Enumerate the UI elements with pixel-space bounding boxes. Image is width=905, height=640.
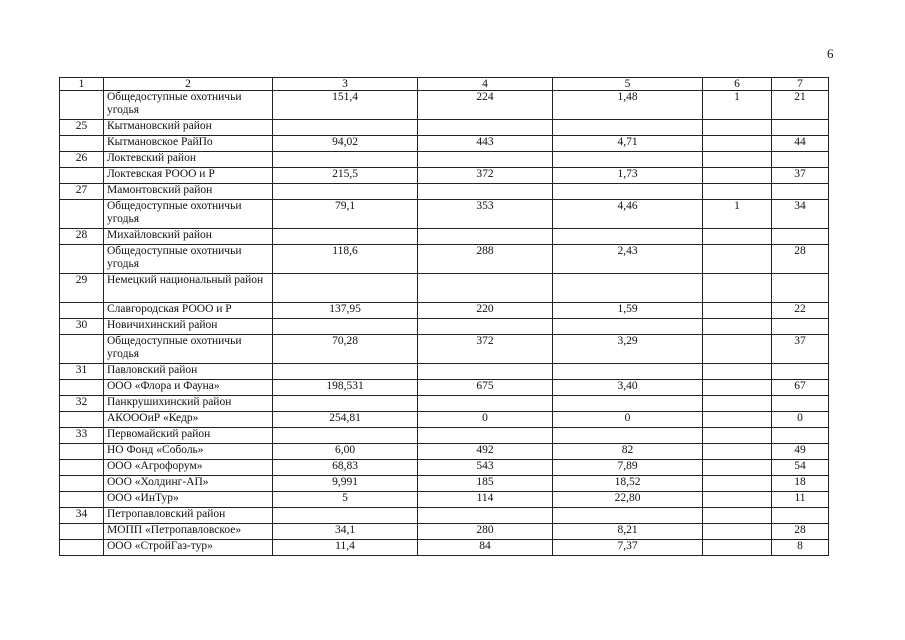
section-row: [60, 120, 829, 136]
cell-col-5: 7,89: [553, 460, 703, 476]
cell-col-6: [703, 184, 772, 200]
cell-col-6: [703, 540, 772, 556]
row-number: 30: [60, 319, 104, 335]
row-name: ООО «Флора и Фауна»: [104, 380, 273, 396]
cell-col-5: 22,80: [553, 492, 703, 508]
section-row: [60, 364, 829, 380]
cell-col-4: 220: [418, 303, 553, 319]
cell-col-3: 198,531: [273, 380, 418, 396]
cell-col-7: [772, 274, 829, 303]
cell-col-5: 3,29: [553, 335, 703, 364]
cell-col-6: [703, 136, 772, 152]
cell-col-6: [703, 152, 772, 168]
row-number: 25: [60, 120, 104, 136]
row-number: 26: [60, 152, 104, 168]
row-number: [60, 200, 104, 229]
cell-col-3: [273, 396, 418, 412]
table-row: [60, 200, 829, 229]
cell-col-6: [703, 508, 772, 524]
cell-col-7: [772, 319, 829, 335]
cell-col-4: 185: [418, 476, 553, 492]
cell-col-5: 18,52: [553, 476, 703, 492]
cell-col-4: 0: [418, 412, 553, 428]
cell-col-6: [703, 245, 772, 274]
cell-col-7: [772, 508, 829, 524]
cell-col-3: [273, 508, 418, 524]
header-row: [60, 78, 829, 91]
cell-col-6: [703, 380, 772, 396]
row-number: [60, 380, 104, 396]
cell-col-4: [418, 319, 553, 335]
table-row: [60, 460, 829, 476]
column-header-2: 2: [104, 78, 273, 91]
row-name: Панкрушихинский район: [104, 396, 273, 412]
cell-col-3: 11,4: [273, 540, 418, 556]
table-row: [60, 476, 829, 492]
cell-col-6: [703, 460, 772, 476]
cell-col-4: 675: [418, 380, 553, 396]
cell-col-5: [553, 229, 703, 245]
cell-col-5: [553, 120, 703, 136]
cell-col-4: [418, 120, 553, 136]
cell-col-7: [772, 364, 829, 380]
table-row: [60, 380, 829, 396]
row-number: [60, 540, 104, 556]
row-name: Кытмановский район: [104, 120, 273, 136]
row-number: [60, 460, 104, 476]
cell-col-4: 280: [418, 524, 553, 540]
row-number: [60, 335, 104, 364]
cell-col-3: 9,991: [273, 476, 418, 492]
table-row: [60, 245, 829, 274]
cell-col-5: [553, 184, 703, 200]
cell-col-5: [553, 508, 703, 524]
cell-col-5: [553, 364, 703, 380]
cell-col-7: 49: [772, 444, 829, 460]
cell-col-5: 4,71: [553, 136, 703, 152]
cell-col-7: 34: [772, 200, 829, 229]
row-name: Немецкий национальный район: [104, 274, 273, 303]
cell-col-4: [418, 152, 553, 168]
row-name: Павловский район: [104, 364, 273, 380]
cell-col-6: [703, 396, 772, 412]
row-name: ООО «СтройГаз-тур»: [104, 540, 273, 556]
cell-col-7: 8: [772, 540, 829, 556]
cell-col-5: 0: [553, 412, 703, 428]
cell-col-3: 94,02: [273, 136, 418, 152]
cell-col-6: [703, 492, 772, 508]
cell-col-3: 6,00: [273, 444, 418, 460]
table-row: [60, 412, 829, 428]
row-name: Михайловский район: [104, 229, 273, 245]
column-header-3: 3: [273, 78, 418, 91]
cell-col-6: 1: [703, 200, 772, 229]
cell-col-7: 11: [772, 492, 829, 508]
cell-col-6: [703, 335, 772, 364]
table-row: [60, 492, 829, 508]
cell-col-5: 1,59: [553, 303, 703, 319]
cell-col-7: 67: [772, 380, 829, 396]
table-body: [60, 91, 829, 556]
cell-col-5: 8,21: [553, 524, 703, 540]
table-row: [60, 540, 829, 556]
cell-col-6: [703, 364, 772, 380]
cell-col-7: [772, 396, 829, 412]
cell-col-5: 3,40: [553, 380, 703, 396]
cell-col-6: [703, 120, 772, 136]
cell-col-3: [273, 364, 418, 380]
row-name: Петропавловский район: [104, 508, 273, 524]
cell-col-7: 44: [772, 136, 829, 152]
cell-col-3: 79,1: [273, 200, 418, 229]
cell-col-5: [553, 319, 703, 335]
cell-col-7: [772, 152, 829, 168]
row-number: 28: [60, 229, 104, 245]
cell-col-7: 0: [772, 412, 829, 428]
table-row: [60, 335, 829, 364]
cell-col-3: [273, 184, 418, 200]
section-row: [60, 152, 829, 168]
section-row: [60, 274, 829, 303]
cell-col-4: 543: [418, 460, 553, 476]
cell-col-5: 1,48: [553, 91, 703, 120]
row-name: Общедоступные охотничьи угодья: [104, 91, 273, 120]
cell-col-4: 372: [418, 168, 553, 184]
cell-col-5: 2,43: [553, 245, 703, 274]
cell-col-6: [703, 168, 772, 184]
cell-col-3: [273, 120, 418, 136]
row-name: ООО «ИнТур»: [104, 492, 273, 508]
section-row: [60, 396, 829, 412]
column-header-5: 5: [553, 78, 703, 91]
cell-col-3: 118,6: [273, 245, 418, 274]
cell-col-5: [553, 152, 703, 168]
cell-col-4: [418, 396, 553, 412]
row-name: ООО «Холдинг-АП»: [104, 476, 273, 492]
row-name: Общедоступные охотничьи угодья: [104, 200, 273, 229]
cell-col-7: 22: [772, 303, 829, 319]
row-name: АКОООиР «Кедр»: [104, 412, 273, 428]
cell-col-5: 4,46: [553, 200, 703, 229]
cell-col-4: 372: [418, 335, 553, 364]
row-number: 27: [60, 184, 104, 200]
section-row: [60, 229, 829, 245]
row-number: 31: [60, 364, 104, 380]
row-name: Мамонтовский район: [104, 184, 273, 200]
cell-col-6: [703, 319, 772, 335]
row-number: [60, 168, 104, 184]
row-number: [60, 524, 104, 540]
cell-col-5: [553, 396, 703, 412]
row-number: [60, 444, 104, 460]
table-row: [60, 524, 829, 540]
cell-col-5: 7,37: [553, 540, 703, 556]
cell-col-7: 21: [772, 91, 829, 120]
cell-col-4: 443: [418, 136, 553, 152]
row-number: [60, 412, 104, 428]
cell-col-6: [703, 476, 772, 492]
cell-col-3: [273, 229, 418, 245]
row-name: МОПП «Петропавловское»: [104, 524, 273, 540]
cell-col-4: [418, 184, 553, 200]
column-header-6: 6: [703, 78, 772, 91]
row-name: ООО «Агрофорум»: [104, 460, 273, 476]
cell-col-7: 54: [772, 460, 829, 476]
cell-col-4: [418, 274, 553, 303]
cell-col-7: [772, 120, 829, 136]
row-number: [60, 245, 104, 274]
row-number: [60, 303, 104, 319]
cell-col-5: 1,73: [553, 168, 703, 184]
cell-col-6: [703, 303, 772, 319]
table-row: [60, 444, 829, 460]
row-name: Первомайский район: [104, 428, 273, 444]
row-name: Славгородская РООО и Р: [104, 303, 273, 319]
cell-col-3: 137,95: [273, 303, 418, 319]
column-header-4: 4: [418, 78, 553, 91]
cell-col-5: 82: [553, 444, 703, 460]
cell-col-7: 28: [772, 245, 829, 274]
row-name: Общедоступные охотничьи угодья: [104, 245, 273, 274]
page-number: 6: [827, 46, 834, 61]
row-name: Локтевская РООО и Р: [104, 168, 273, 184]
cell-col-3: 254,81: [273, 412, 418, 428]
table-row: [60, 168, 829, 184]
cell-col-4: 224: [418, 91, 553, 120]
table-row: [60, 136, 829, 152]
column-header-7: 7: [772, 78, 829, 91]
cell-col-6: [703, 524, 772, 540]
cell-col-7: 18: [772, 476, 829, 492]
cell-col-6: [703, 412, 772, 428]
cell-col-7: [772, 428, 829, 444]
cell-col-7: 37: [772, 335, 829, 364]
cell-col-7: 28: [772, 524, 829, 540]
row-number: 32: [60, 396, 104, 412]
cell-col-5: [553, 428, 703, 444]
row-number: 29: [60, 274, 104, 303]
cell-col-4: [418, 508, 553, 524]
cell-col-6: [703, 428, 772, 444]
data-table: [59, 77, 829, 556]
table-row: [60, 91, 829, 120]
cell-col-6: 1: [703, 91, 772, 120]
section-row: [60, 428, 829, 444]
column-header-1: 1: [60, 78, 104, 91]
cell-col-3: [273, 152, 418, 168]
row-name: Новичихинский район: [104, 319, 273, 335]
cell-col-6: [703, 274, 772, 303]
cell-col-3: [273, 319, 418, 335]
row-number: [60, 91, 104, 120]
cell-col-3: [273, 428, 418, 444]
cell-col-4: 114: [418, 492, 553, 508]
section-row: [60, 319, 829, 335]
cell-col-3: 70,28: [273, 335, 418, 364]
cell-col-4: [418, 229, 553, 245]
cell-col-3: 5: [273, 492, 418, 508]
section-row: [60, 184, 829, 200]
cell-col-4: 492: [418, 444, 553, 460]
cell-col-7: [772, 184, 829, 200]
row-number: [60, 492, 104, 508]
row-name: Локтевский район: [104, 152, 273, 168]
cell-col-4: 288: [418, 245, 553, 274]
cell-col-5: [553, 274, 703, 303]
table-row: [60, 303, 829, 319]
cell-col-3: 151,4: [273, 91, 418, 120]
cell-col-4: [418, 364, 553, 380]
row-name: НО Фонд «Соболь»: [104, 444, 273, 460]
cell-col-7: 37: [772, 168, 829, 184]
cell-col-3: 215,5: [273, 168, 418, 184]
cell-col-3: [273, 274, 418, 303]
cell-col-4: 84: [418, 540, 553, 556]
cell-col-4: 353: [418, 200, 553, 229]
row-number: [60, 136, 104, 152]
cell-col-6: [703, 229, 772, 245]
row-number: 33: [60, 428, 104, 444]
row-number: [60, 476, 104, 492]
section-row: [60, 508, 829, 524]
row-name: Общедоступные охотничьи угодья: [104, 335, 273, 364]
cell-col-3: 34,1: [273, 524, 418, 540]
row-name: Кытмановское РайПо: [104, 136, 273, 152]
cell-col-6: [703, 444, 772, 460]
cell-col-7: [772, 229, 829, 245]
cell-col-4: [418, 428, 553, 444]
row-number: 34: [60, 508, 104, 524]
cell-col-3: 68,83: [273, 460, 418, 476]
